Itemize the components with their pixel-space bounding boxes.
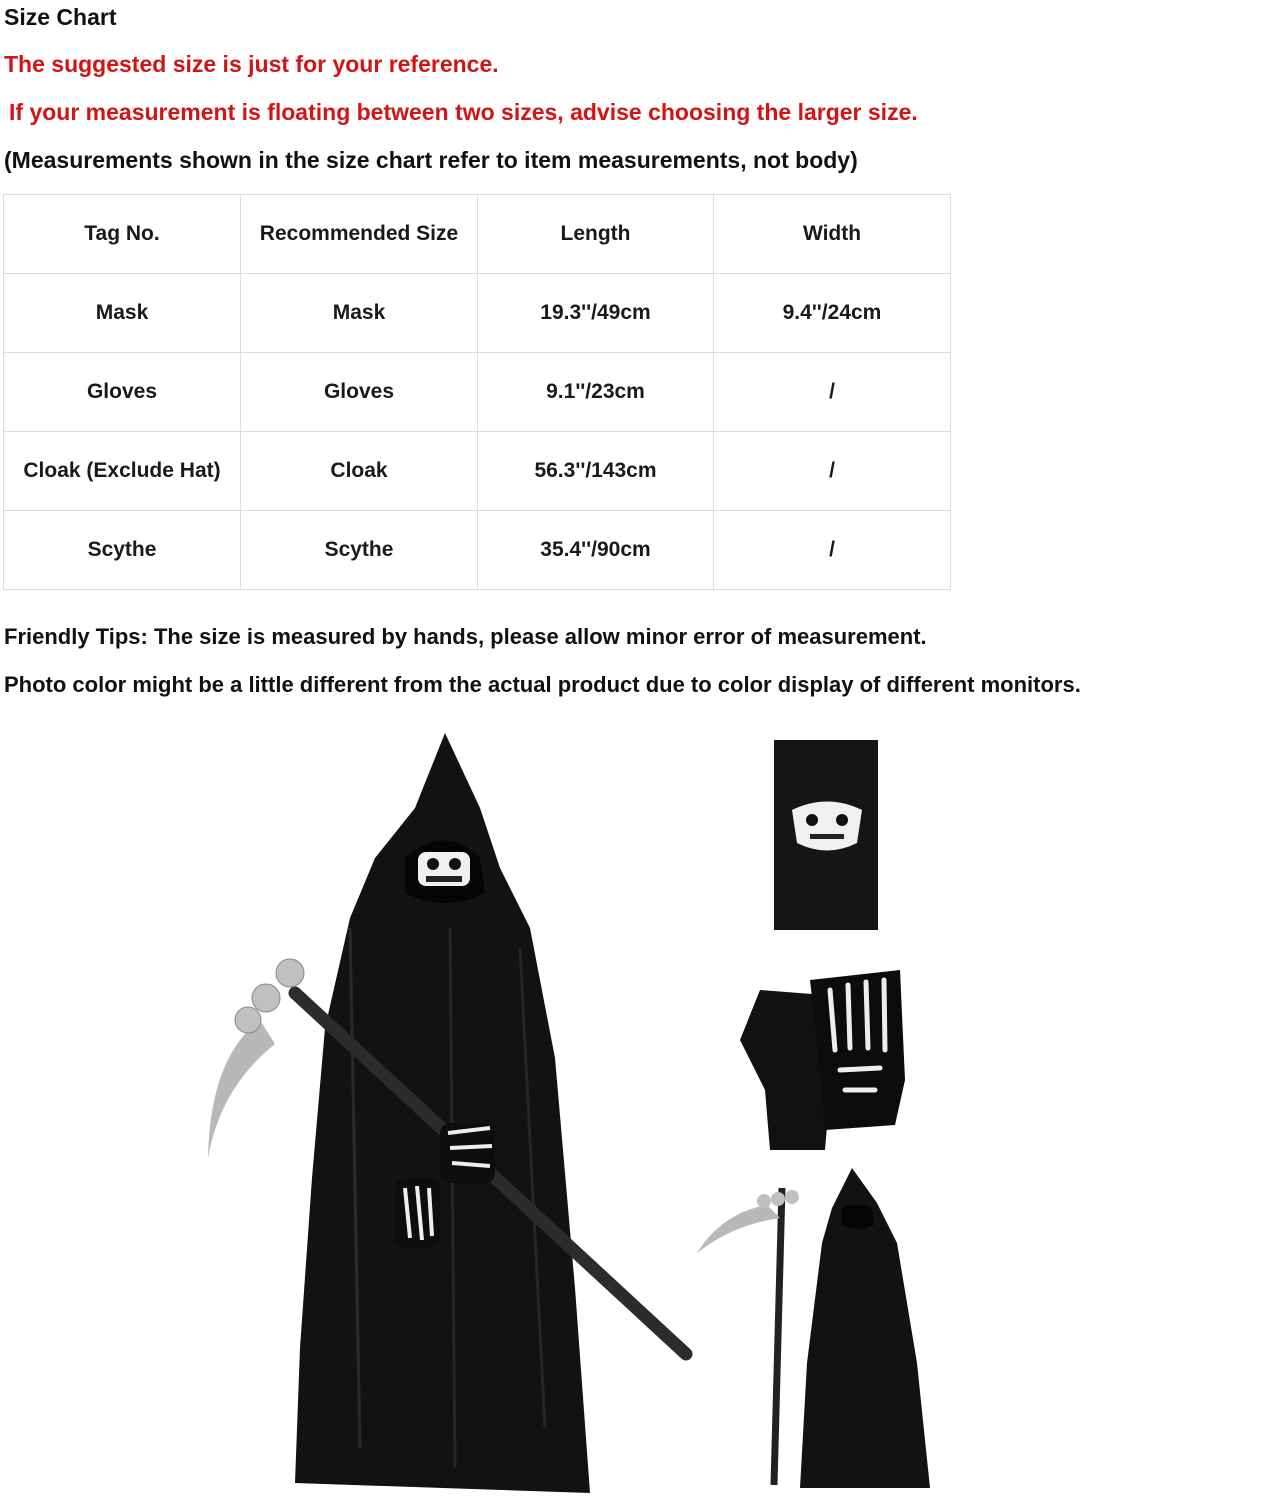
table-cell: / — [714, 353, 951, 432]
table-header-row — [4, 195, 951, 274]
table-cell: Cloak (Exclude Hat) — [4, 432, 241, 511]
table-cell: Scythe — [241, 511, 478, 590]
table-cell: Cloak — [241, 432, 478, 511]
reaper-costume-photo — [200, 728, 700, 1496]
table-row — [4, 511, 951, 590]
table-cell: 9.1''/23cm — [478, 353, 714, 432]
skull-mask-icon — [418, 852, 470, 886]
table-cell: / — [714, 432, 951, 511]
scythe-blade — [208, 1020, 275, 1158]
table-cell: 19.3''/49cm — [478, 274, 714, 353]
size-table — [3, 194, 951, 590]
table-cell: Scythe — [4, 511, 241, 590]
size-chart-title: Size Chart — [4, 4, 117, 30]
table-cell: Gloves — [241, 353, 478, 432]
table-cell: Gloves — [4, 353, 241, 432]
friendly-tip: Friendly Tips: The size is measured by hands, please allow minor error of measurement. — [4, 624, 927, 649]
scythe-handle — [774, 1188, 782, 1485]
skull-mask-icon — [792, 802, 862, 851]
measurement-note: (Measurements shown in the size chart refer to item measurements, not body) — [4, 147, 858, 173]
gloves-photo — [730, 960, 910, 1160]
skull-decoration-icon — [757, 1190, 799, 1208]
table-row — [4, 432, 951, 511]
table-row — [4, 353, 951, 432]
table-cell: 35.4''/90cm — [478, 511, 714, 590]
table-cell: / — [714, 511, 951, 590]
reference-note: The suggested size is just for your reference. — [4, 51, 499, 77]
face-mask-photo — [772, 738, 882, 933]
table-cell: Mask — [241, 274, 478, 353]
skeleton-glove-icon — [810, 970, 905, 1130]
table-cell: 56.3''/143cm — [478, 432, 714, 511]
table-cell: 9.4''/24cm — [714, 274, 951, 353]
larger-size-note: If your measurement is floating between two sizes, advise choosing the larger size. — [9, 99, 918, 125]
header-cell: Recommended Size — [241, 195, 478, 274]
color-disclaimer: Photo color might be a little different from the actual product due to color display of different monitors. — [4, 672, 1081, 697]
header-cell: Tag No. — [4, 195, 241, 274]
full-set-photo — [692, 1163, 942, 1493]
table-cell: Mask — [4, 274, 241, 353]
header-cell: Length — [478, 195, 714, 274]
scythe-blade — [697, 1205, 780, 1253]
table-row — [4, 274, 951, 353]
header-cell: Width — [714, 195, 951, 274]
